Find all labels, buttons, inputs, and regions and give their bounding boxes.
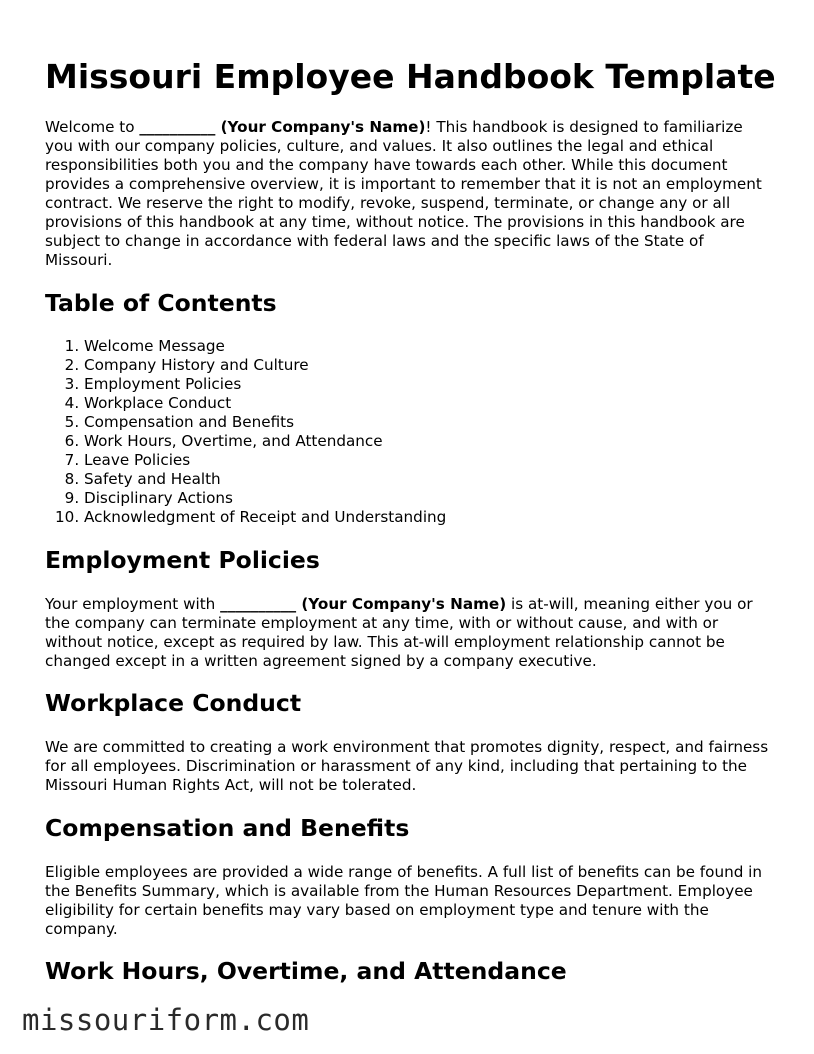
workplace-conduct-paragraph: We are committed to creating a work environment that promotes dignity, respect, and fairness for all employees. Discrimination or harassment of any kind, including that pertaining to the Missouri Human Rights Act, will not be tolerated. [45, 738, 769, 794]
toc-item: 10. Acknowledgment of Receipt and Understanding [84, 508, 775, 527]
toc-item: 6. Work Hours, Overtime, and Attendance [84, 432, 775, 451]
work-hours-heading: Work Hours, Overtime, and Attendance [45, 957, 567, 985]
watermark: missouriform.com [22, 1003, 310, 1037]
intro-section [45, 118, 775, 270]
toc-item: 8. Safety and Health [84, 470, 775, 489]
employment-prefix: Your employment with [45, 595, 221, 613]
toc-heading: Table of Contents [45, 289, 277, 317]
workplace-conduct-heading: Workplace Conduct [45, 689, 302, 717]
intro-prefix: Welcome to [45, 118, 140, 136]
toc-list [45, 337, 775, 527]
compensation-paragraph: Eligible employees are provided a wide range of benefits. A full list of benefits can be found in the Benefits Summary, which is available from the Human Resources Department. Employee eligibility for certain benefits may vary based on employment type and tenure with the company. [45, 863, 763, 938]
toc-item: 9. Disciplinary Actions [84, 489, 775, 508]
company-name-placeholder: (Your Company's Name) [296, 595, 507, 613]
employment-policies-heading: Employment Policies [45, 546, 320, 574]
employment-policies-section [45, 545, 775, 671]
intro-paragraph [45, 118, 775, 270]
toc-section [45, 288, 775, 527]
company-name-blank: __________ [220, 595, 297, 613]
toc-item: 3. Employment Policies [84, 375, 775, 394]
company-name-blank: __________ [139, 118, 216, 136]
compensation-section [45, 813, 775, 939]
toc-item: 1. Welcome Message [84, 337, 775, 356]
employment-policies-paragraph [45, 595, 775, 671]
toc-item: 5. Compensation and Benefits [84, 413, 775, 432]
intro-body: ! This handbook is designed to familiarize you with our company policies, culture, and values. It also outlines the legal and ethical responsibilities both you and the company have towards each other. While this document provides a comprehensive overview, it is important to remember that it is not an employment contract. We reserve the right to modify, revoke, suspend, terminate, or change any or all provisions of this handbook at any time, without notice. The provisions in this handbook are subject to change in accordance with federal laws and the specific laws of the State of Missouri. [45, 118, 762, 269]
compensation-heading: Compensation and Benefits [45, 814, 410, 842]
toc-item: 7. Leave Policies [84, 451, 775, 470]
document-title: Missouri Employee Handbook Template [45, 57, 776, 96]
toc-item: 4. Workplace Conduct [84, 394, 775, 413]
workplace-conduct-section [45, 688, 775, 795]
toc-item: 2. Company History and Culture [84, 356, 775, 375]
company-name-placeholder: (Your Company's Name) [215, 118, 426, 136]
employment-body: is at-will, meaning either you or the company can terminate employment at any time, with or without cause, and with or without notice, except as required by law. This at-will employment relationship cannot be changed except in a written agreement signed by a company executive. [45, 595, 753, 670]
work-hours-section [45, 956, 775, 986]
